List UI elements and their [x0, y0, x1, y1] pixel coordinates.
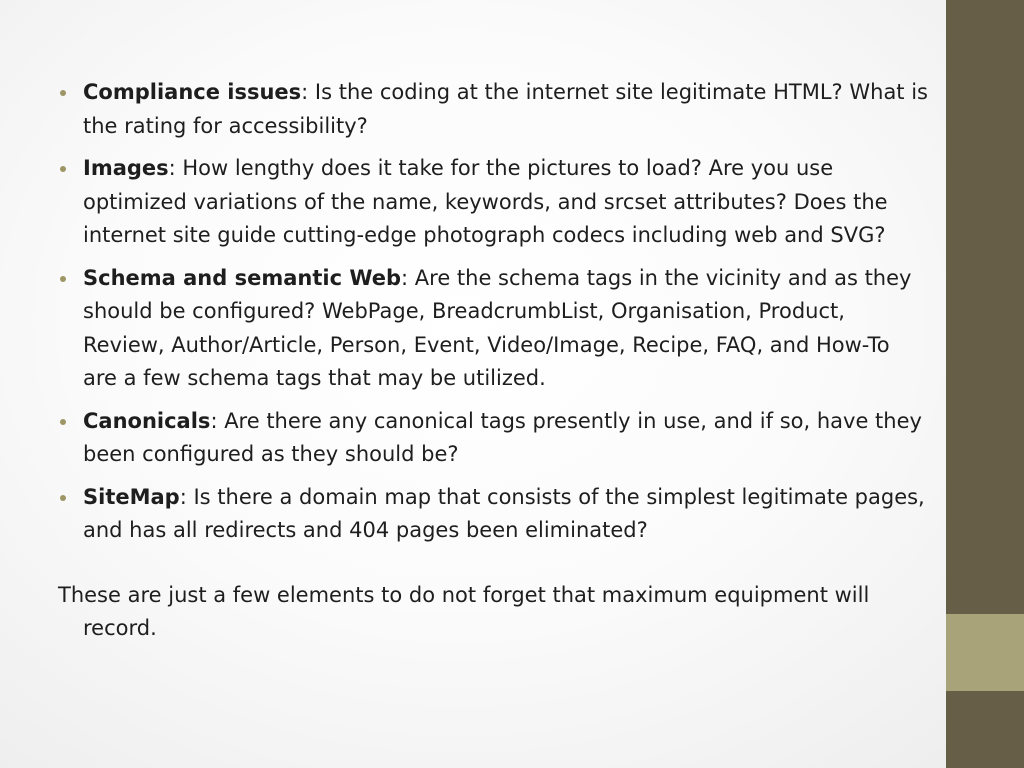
bullet-item-compliance	[58, 76, 928, 143]
closing-paragraph: These are just a few elements to do not forget that maximum equipment will record.	[58, 582, 870, 640]
bullet-term: SiteMap	[83, 484, 180, 509]
bullet-text: : Are there any canonical tags presently in use, and if so, have they been configured as they should be?	[83, 408, 922, 466]
bullet-text: : Are the schema tags in the vicinity and as they should be configured? WebPage, BreadcrumbList, Organisation, Product, Review, Author/Article, Person, Event, Video/Image, Recipe, FAQ, and How-To are a few schema tags that may be utilized.	[83, 265, 912, 390]
bullet-term: Schema and semantic Web	[83, 265, 402, 290]
decorative-sidebar-accent	[946, 614, 1024, 691]
bullet-term: Images	[83, 156, 169, 180]
bullet-text: : Is there a domain map that consists of the simplest legitimate pages, and has all redirects and 404 pages been eliminated?	[83, 484, 925, 542]
slide-content	[58, 76, 928, 646]
bullet-text: : Is the coding at the internet site legitimate HTML? What is the rating for accessibility?	[83, 80, 928, 138]
bullet-item-sitemap	[58, 481, 928, 548]
bullet-item-canonicals	[58, 405, 928, 472]
bullet-item-schema	[58, 262, 928, 396]
bullet-item-images	[58, 152, 928, 253]
bullet-dot-icon	[60, 276, 66, 282]
bullet-list	[58, 76, 928, 548]
bullet-dot-icon	[60, 90, 66, 96]
bullet-dot-icon	[60, 419, 66, 425]
bullet-text: : How lengthy does it take for the pictures to load? Are you use optimized variations of the name, keywords, and srcset attributes? Does the internet site guide cutting-edge photograph codecs including web and SVG?	[83, 156, 888, 247]
bullet-term: Canonicals	[83, 408, 211, 433]
bullet-dot-icon	[60, 166, 66, 172]
bullet-dot-icon	[60, 495, 66, 501]
bullet-term: Compliance issues	[83, 80, 302, 104]
